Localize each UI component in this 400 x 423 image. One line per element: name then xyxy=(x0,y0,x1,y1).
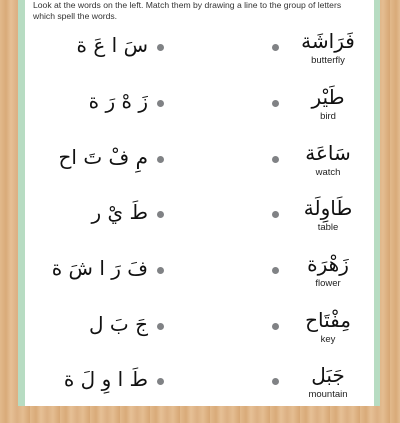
english-meaning: bird xyxy=(320,111,336,122)
english-meaning: table xyxy=(317,222,339,233)
instructions-text: Look at the words on the left. Match them by drawing a line to the group of letters which spell the words. xyxy=(33,0,342,21)
letter-group: سَ ا عَ ة xyxy=(76,33,148,57)
word-dot[interactable] xyxy=(272,100,279,107)
letter-group-dot[interactable] xyxy=(157,267,164,274)
arabic-word: زَهْرَة xyxy=(307,252,349,276)
match-row xyxy=(0,85,400,145)
match-row xyxy=(0,196,400,256)
arabic-word: فَرَاشَة xyxy=(301,29,355,53)
letter-group: طَ يْ ر xyxy=(91,200,148,224)
letter-group-dot[interactable] xyxy=(157,100,164,107)
letter-group-dot[interactable] xyxy=(157,211,164,218)
english-meaning: mountain xyxy=(308,389,348,400)
letter-group-dot[interactable] xyxy=(157,44,164,51)
word-dot[interactable] xyxy=(272,378,279,385)
letter-group: زَ هْ رَ ة xyxy=(88,89,148,113)
arabic-word: طَيْر xyxy=(311,85,345,109)
arabic-word: طَاوِلَة xyxy=(303,196,353,220)
english-meaning: butterfly xyxy=(311,55,345,66)
match-row xyxy=(0,308,400,368)
match-row xyxy=(0,363,400,423)
word-dot[interactable] xyxy=(272,323,279,330)
letter-group-dot[interactable] xyxy=(157,378,164,385)
word-dot[interactable] xyxy=(272,44,279,51)
match-row xyxy=(0,29,400,89)
arabic-word: مِفْتَاح xyxy=(305,308,351,332)
letter-group: مِ فْ تَ اح xyxy=(58,145,148,169)
letter-group: جَ بَ ل xyxy=(89,312,148,336)
english-meaning: watch xyxy=(315,167,341,178)
word-dot[interactable] xyxy=(272,211,279,218)
letter-group-dot[interactable] xyxy=(157,156,164,163)
match-row xyxy=(0,141,400,201)
english-meaning: key xyxy=(320,334,336,345)
letter-group: طَ ا وِ لَ ة xyxy=(63,367,148,391)
letter-group: فَ رَ ا شَ ة xyxy=(51,256,148,280)
match-row xyxy=(0,252,400,312)
arabic-word: جَبَل xyxy=(311,363,345,387)
english-meaning: flower xyxy=(315,278,341,289)
letter-group-dot[interactable] xyxy=(157,323,164,330)
word-dot[interactable] xyxy=(272,267,279,274)
arabic-word: سَاعَة xyxy=(305,141,351,165)
word-dot[interactable] xyxy=(272,156,279,163)
